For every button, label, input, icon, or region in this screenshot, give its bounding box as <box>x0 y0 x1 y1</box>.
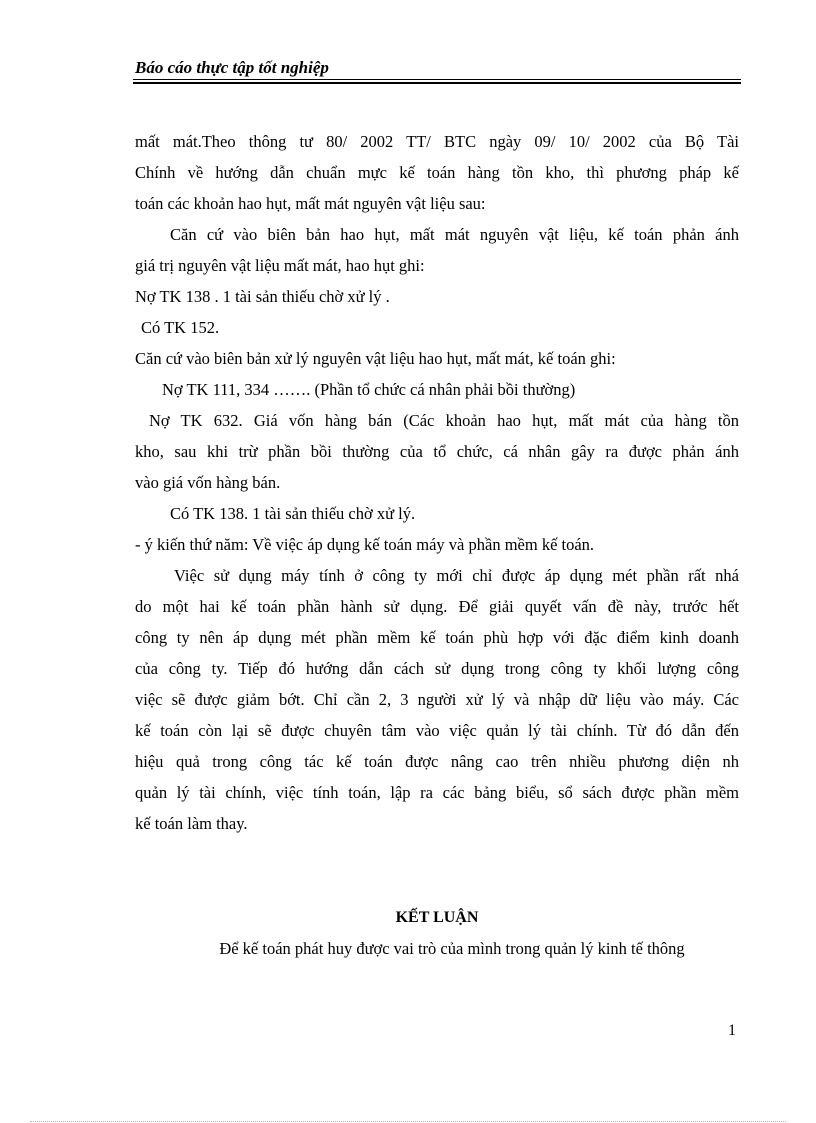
body-line: - ý kiến thứ năm: Về việc áp dụng kế toán máy và phần mềm kế toán. <box>135 535 595 554</box>
header-rule-thin <box>133 79 741 80</box>
body-line: Chính về hướng dẫn chuẩn mực kế toán hàng tồn kho, thì phương pháp kế <box>135 163 739 182</box>
body-line: kho, sau khi trừ phần bồi thường của tổ chức, cá nhân gây ra được phản ánh <box>135 442 739 461</box>
body-line: công ty nên áp dụng mét phần mềm kế toán phù hợp với đặc điểm kinh doanh <box>135 628 739 647</box>
body-line: Có TK 152. <box>141 318 220 337</box>
conclusion-heading: KẾT LUẬN <box>395 909 479 926</box>
body-line: Nợ TK 632. Giá vốn hàng bán (Các khoản hao hụt, mất mát của hàng tồn <box>149 411 739 430</box>
footer-rule <box>30 1121 786 1122</box>
conclusion-first-line: Để kế toán phát huy được vai trò của mình trong quản lý kinh tế thông <box>219 939 685 958</box>
body-line: mất mát.Theo thông tư 80/ 2002 TT/ BTC ngày 09/ 10/ 2002 của Bộ Tài <box>135 132 739 151</box>
body-line: vào giá vốn hàng bán. <box>135 473 281 492</box>
body-line: của công ty. Tiếp đó hướng dẫn cách sử dụng trong công ty khối lượng công <box>135 659 739 678</box>
page-number: 1 <box>728 1022 736 1039</box>
body-line: Nợ TK 138 . 1 tài sản thiếu chờ xử lý . <box>135 287 390 306</box>
body-line: kế toán làm thay. <box>135 814 248 833</box>
body-line: Căn cứ vào biên bản hao hụt, mất mát nguyên vật liệu, kế toán phản ánh <box>170 225 739 244</box>
document-body <box>135 126 739 964</box>
body-line: Nợ TK 111, 334 ……. (Phần tổ chức cá nhân phải bồi thường) <box>162 380 576 399</box>
header-rule-thick <box>133 82 741 84</box>
body-line: toán các khoản hao hụt, mất mát nguyên vật liệu sau: <box>135 194 486 213</box>
body-line: Có TK 138. 1 tài sản thiếu chờ xử lý. <box>170 504 416 523</box>
body-line: Việc sử dụng máy tính ở công ty mới chỉ được áp dụng mét phần rất nhá <box>174 566 739 585</box>
body-line: do một hai kế toán phần hành sử dụng. Để giải quyết vấn đề này, trước hết <box>135 597 739 616</box>
body-line: việc sẽ được giảm bớt. Chỉ cần 2, 3 người xử lý và nhập dữ liệu vào máy. Các <box>135 690 739 709</box>
body-line: quản lý tài chính, việc tính toán, lập ra các bảng biểu, sổ sách được phần mềm <box>135 783 739 802</box>
body-line: giá trị nguyên vật liệu mất mát, hao hụt ghi: <box>135 256 425 275</box>
header-title: Báo cáo thực tập tốt nghiệp <box>135 58 329 77</box>
body-line: Căn cứ vào biên bản xử lý nguyên vật liệu hao hụt, mất mát, kế toán ghi: <box>135 349 616 368</box>
body-line: hiệu quả trong công tác kế toán được nâng cao trên nhiều phương diện nh <box>135 752 739 771</box>
body-line: kế toán còn lại sẽ được chuyên tâm vào việc quản lý tài chính. Từ đó dẫn đến <box>135 721 739 740</box>
